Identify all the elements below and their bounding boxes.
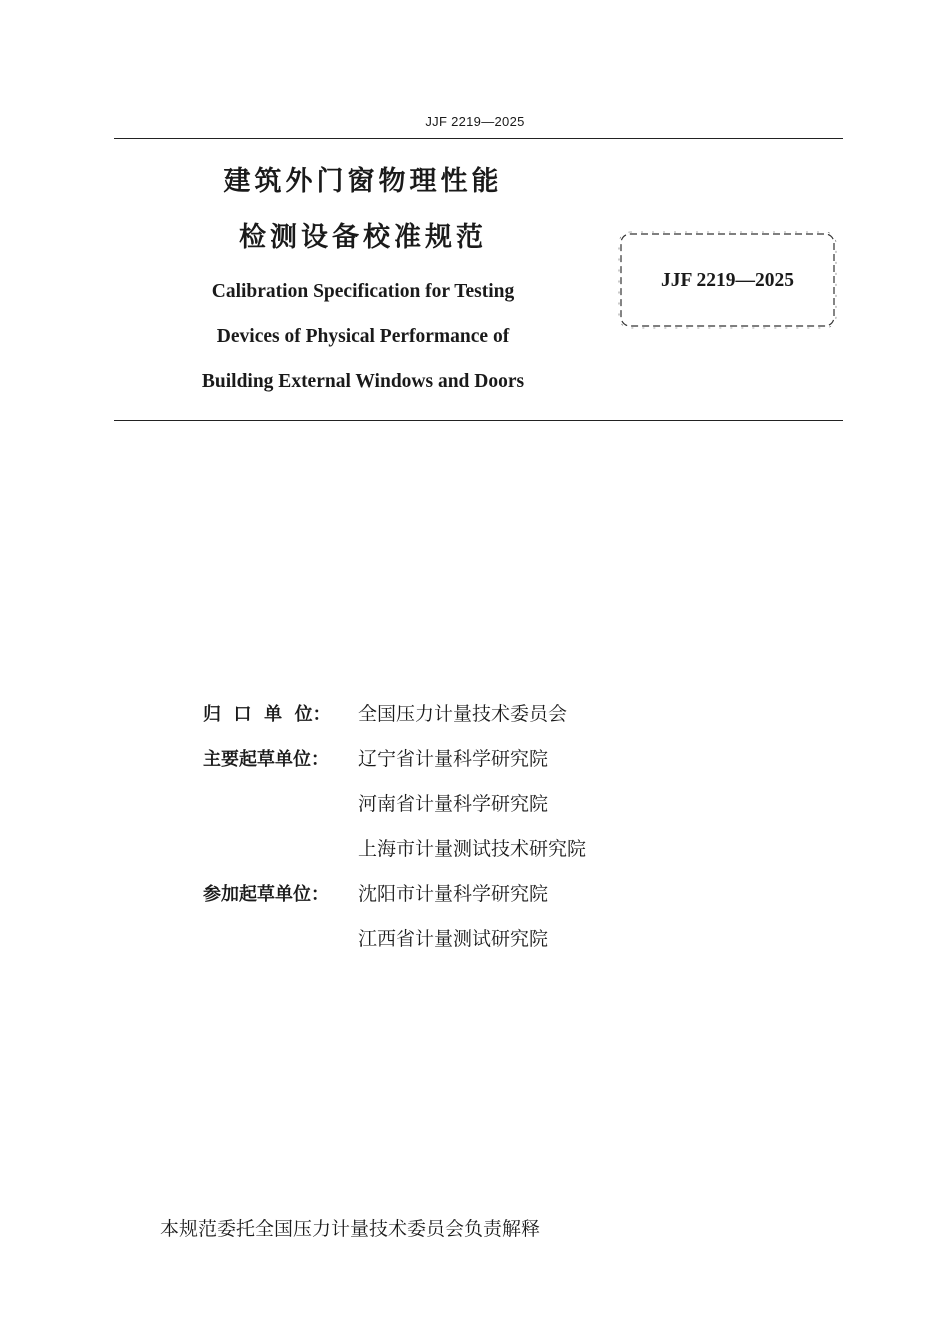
main-drafting-unit-1: 辽宁省计量科学研究院 <box>358 748 549 770</box>
participating-drafting-label: 参加起草单位： <box>203 884 329 905</box>
participating-unit-1: 沈阳市计量科学研究院 <box>358 883 549 905</box>
top-divider <box>114 138 843 139</box>
main-drafting-unit-2: 河南省计量科学研究院 <box>358 793 549 815</box>
document-code-header: JJF 2219—2025 <box>425 114 525 129</box>
title-en-line-3: Building External Windows and Doors <box>201 371 525 392</box>
title-cn-line-1: 建筑外门窗物理性能 <box>223 166 503 197</box>
stamp-code-text: JJF 2219—2025 <box>660 270 795 291</box>
responsible-unit-value: 全国压力计量技术委员会 <box>358 703 568 725</box>
bottom-divider <box>114 420 843 421</box>
title-cn-line-2: 检测设备校准规范 <box>239 222 487 253</box>
specification-code-stamp <box>618 231 837 329</box>
title-en-line-1: Calibration Specification for Testing <box>211 281 515 302</box>
participating-unit-2: 江西省计量测试研究院 <box>358 928 549 950</box>
interpretation-note: 本规范委托全国压力计量技术委员会负责解释 <box>160 1218 541 1240</box>
main-drafting-label: 主要起草单位： <box>203 749 329 770</box>
responsible-unit-label: 归 口 单 位： <box>203 704 331 725</box>
title-en-line-2: Devices of Physical Performance of <box>216 326 510 347</box>
main-drafting-unit-3: 上海市计量测试技术研究院 <box>358 838 587 860</box>
